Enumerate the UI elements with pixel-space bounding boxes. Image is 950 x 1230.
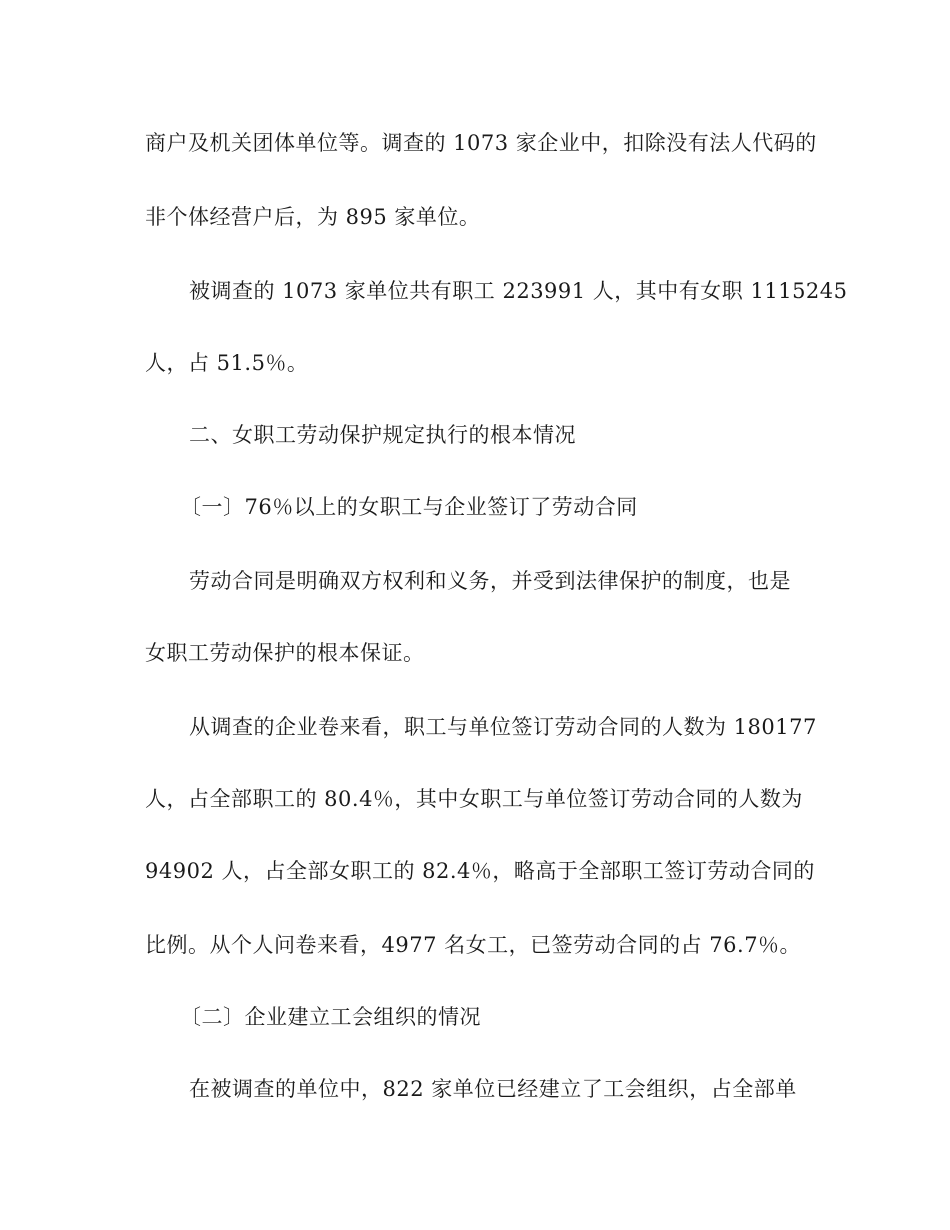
paragraph-line: 比例。从个人问卷来看，4977 名女工，已签劳动合同的占 76.7％。 xyxy=(145,933,802,957)
paragraph-line: 在被调查的单位中，822 家单位已经建立了工会组织，占全部单 xyxy=(189,1077,797,1101)
subsection-heading: 〔二〕企业建立工会组织的情况 xyxy=(180,1005,481,1029)
paragraph-line: 94902 人，占全部女职工的 82.4％，略高于全部职工签订劳动合同的 xyxy=(145,859,815,883)
section-heading: 二、女职工劳动保护规定执行的根本情况 xyxy=(189,423,576,447)
paragraph-line: 人，占全部职工的 80.4％，其中女职工与单位签订劳动合同的人数为 xyxy=(145,787,803,811)
paragraph-line: 被调查的 1073 家单位共有职工 223991 人，其中有女职 1115245 xyxy=(189,279,848,303)
paragraph-line: 商户及机关团体单位等。调查的 1073 家企业中，扣除没有法人代码的 xyxy=(145,131,817,155)
paragraph-line: 人，占 51.5％。 xyxy=(145,351,309,375)
paragraph-line: 非个体经营户后，为 895 家单位。 xyxy=(145,205,481,229)
subsection-heading: 〔一〕76％以上的女职工与企业签订了劳动合同 xyxy=(180,495,638,519)
paragraph-line: 从调查的企业卷来看，职工与单位签订劳动合同的人数为 180177 xyxy=(189,715,817,739)
paragraph-line: 女职工劳动保护的根本保证。 xyxy=(145,641,425,665)
paragraph-line: 劳动合同是明确双方权利和义务，并受到法律保护的制度，也是 xyxy=(189,569,791,593)
